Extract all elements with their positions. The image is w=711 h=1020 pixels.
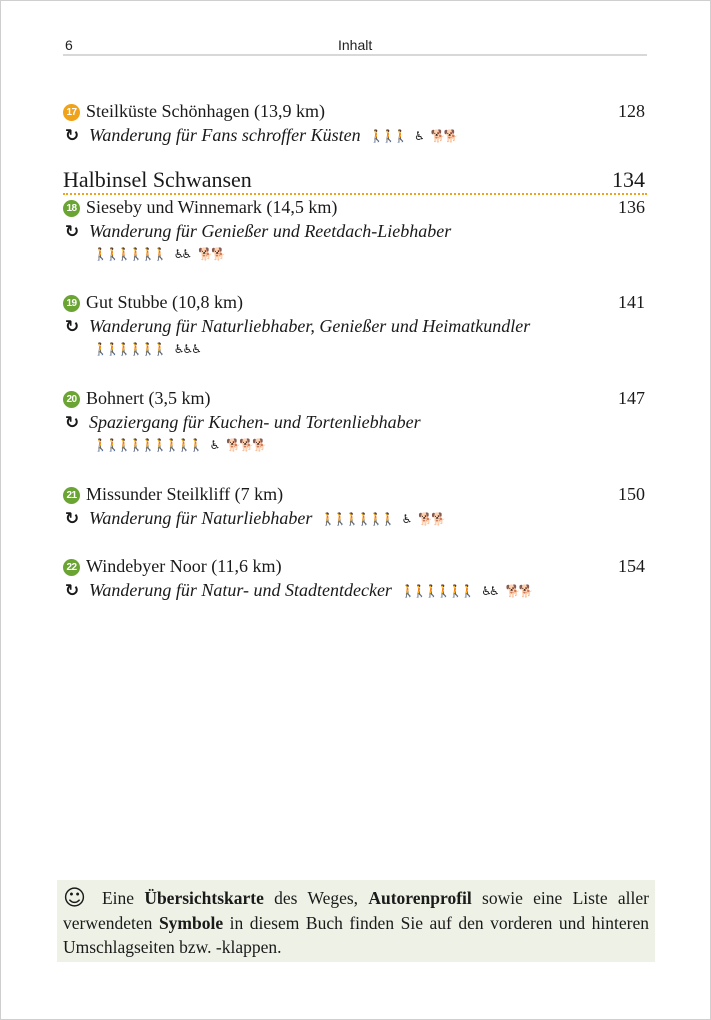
toc-entry-17[interactable] <box>63 99 647 147</box>
info-text <box>57 880 655 959</box>
people-icon: 🚶🚶🚶🚶🚶🚶🚶🚶🚶 <box>93 438 201 452</box>
symbol-icons <box>93 342 200 356</box>
loop-icon: ↻ <box>64 317 80 337</box>
route-number-badge: 17 <box>63 104 80 121</box>
entry-page: 141 <box>618 292 645 312</box>
symbol-icons <box>369 129 456 143</box>
route-number-badge: 19 <box>63 295 80 312</box>
entry-description: Wanderung für Naturliebhaber <box>89 508 313 528</box>
toc-entry-19[interactable] <box>63 290 647 360</box>
loop-icon: ↻ <box>64 222 80 242</box>
dog-icon: 🐕🐕 <box>198 247 225 261</box>
people-icon: 🚶🚶🚶 <box>369 129 405 143</box>
route-number-badge: 21 <box>63 487 80 504</box>
info-bold-overview-map: Übersichtskarte <box>144 888 264 908</box>
symbol-icons <box>321 512 444 526</box>
route-number-badge: 22 <box>63 559 80 576</box>
entry-description: Spaziergang für Kuchen- und Tortenliebhaber <box>89 412 421 432</box>
header-title: Inhalt <box>338 37 373 53</box>
dog-icon: 🐕🐕 <box>418 512 445 526</box>
entry-title: Steilküste Schönhagen (13,9 km) <box>86 101 325 121</box>
section-title: Halbinsel Schwansen <box>63 167 252 192</box>
entry-description: Wanderung für Natur- und Stadtentdecker <box>89 580 392 600</box>
stroller-icon: ♿♿ <box>173 247 190 261</box>
toc-entry-18[interactable] <box>63 195 647 265</box>
section-page: 134 <box>612 167 645 192</box>
stroller-icon: ♿ <box>414 129 422 143</box>
entry-page: 136 <box>618 197 645 217</box>
info-bold-symbols: Symbole <box>158 913 224 933</box>
smiley-icon: ☺ <box>63 886 86 911</box>
info-text-part: in diesem Buch finden Sie auf den vorderen und hinteren Umschlagseiten bzw. -klappen. <box>63 913 649 957</box>
stroller-icon: ♿♿ <box>481 584 497 598</box>
people-icon: 🚶🚶🚶🚶🚶🚶 <box>320 512 393 526</box>
entry-title: Bohnert (3,5 km) <box>86 388 211 408</box>
entry-title: Gut Stubbe (10,8 km) <box>86 292 243 312</box>
loop-icon: ↻ <box>64 413 80 433</box>
info-box <box>57 880 655 962</box>
toc-entry-21[interactable] <box>63 482 647 530</box>
entry-page: 150 <box>618 484 645 504</box>
page-number: 6 <box>65 37 73 53</box>
entry-title: Sieseby und Winnemark (14,5 km) <box>86 197 338 217</box>
entry-page: 147 <box>618 388 645 408</box>
symbol-icons <box>400 584 531 598</box>
info-text-part: des Weges, <box>263 888 369 908</box>
header-rule <box>63 54 647 56</box>
entry-page: 154 <box>618 556 645 576</box>
section-heading[interactable] <box>63 167 647 195</box>
loop-icon: ↻ <box>64 581 80 601</box>
loop-icon: ↻ <box>64 126 80 146</box>
stroller-icon: ♿ <box>209 438 218 452</box>
people-icon: 🚶🚶🚶🚶🚶🚶 <box>93 247 165 261</box>
entry-description: Wanderung für Fans schroffer Küsten <box>89 125 361 145</box>
entry-description: Wanderung für Genießer und Reetdach-Liebhaber <box>89 221 452 241</box>
toc-entry-22[interactable] <box>63 554 647 602</box>
entry-page: 128 <box>618 101 645 121</box>
stroller-icon: ♿ <box>401 512 410 526</box>
entry-title: Missunder Steilkliff (7 km) <box>86 484 284 504</box>
dog-icon: 🐕🐕 <box>430 129 457 143</box>
dog-icon: 🐕🐕🐕 <box>226 438 266 452</box>
loop-icon: ↻ <box>64 509 80 529</box>
toc-entry-20[interactable] <box>63 386 647 456</box>
info-text-part: sowie eine Liste aller verwendeten <box>63 888 649 933</box>
symbol-icons <box>93 438 265 452</box>
page-header <box>63 37 647 55</box>
info-text-part: Eine <box>101 888 145 908</box>
people-icon: 🚶🚶🚶🚶🚶🚶 <box>400 584 473 598</box>
stroller-icon: ♿♿♿ <box>173 342 200 356</box>
route-number-badge: 20 <box>63 391 80 408</box>
route-number-badge: 18 <box>63 200 80 217</box>
people-icon: 🚶🚶🚶🚶🚶🚶 <box>93 342 165 356</box>
dog-icon: 🐕🐕 <box>505 584 532 598</box>
entry-title: Windebyer Noor (11,6 km) <box>86 556 282 576</box>
info-bold-author-profile: Autorenprofil <box>368 888 472 908</box>
symbol-icons <box>93 247 224 261</box>
entry-description: Wanderung für Naturliebhaber, Genießer und Heimatkundler <box>89 316 531 336</box>
